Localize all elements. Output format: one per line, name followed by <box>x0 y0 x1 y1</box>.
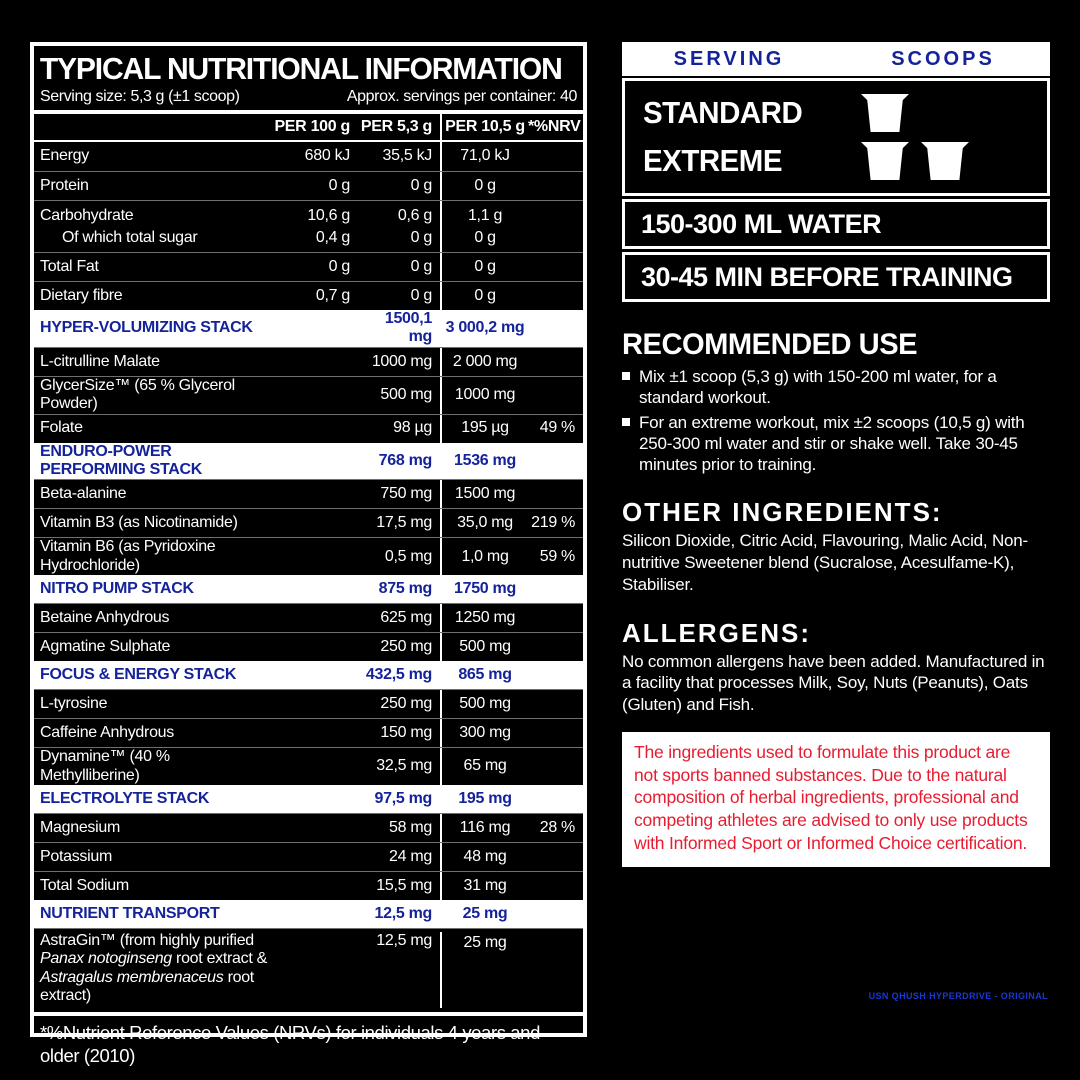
per-5-3g-value: 24 mg <box>389 847 432 865</box>
nrv-value: 59 % <box>539 547 575 565</box>
table-row <box>34 347 583 376</box>
per-5-3g-value: 12,5 mg <box>376 931 432 949</box>
per-10-5g-value: 1000 mg <box>440 377 528 414</box>
per-10-5g-value: 195 mg <box>440 785 528 813</box>
other-ingredients-heading: OTHER INGREDIENTS: <box>622 497 943 528</box>
per-10-5g-value: 48 mg <box>440 843 528 871</box>
per-10-5g-value: 0 g <box>440 282 528 310</box>
per-5-3g-value: 875 mg <box>378 579 432 597</box>
per-10-5g-value: 2 000 mg <box>440 348 528 376</box>
per-5-3g-value: 32,5 mg <box>376 757 432 775</box>
table-row <box>34 842 583 871</box>
nrv-value: 219 % <box>531 514 575 532</box>
per-10-5g-value: 1750 mg <box>440 575 528 603</box>
usage-column <box>622 42 1050 867</box>
per-10-5g-value: 500 mg <box>440 633 528 661</box>
row-label: Total Fat <box>40 257 99 275</box>
per-100g-value: 0 g <box>328 176 350 194</box>
scoop-icon-group <box>861 94 909 132</box>
per-5-3g-value: 625 mg <box>380 608 432 626</box>
per-10-5g-value: 116 mg <box>440 814 528 842</box>
serving-option-label: EXTREME <box>643 143 783 178</box>
row-label: L-citrulline Malate <box>40 352 160 370</box>
row-label: Vitamin B6 (as Pyridoxine Hydrochloride) <box>40 538 216 574</box>
row-label: Folate <box>40 419 83 437</box>
row-label: Agmatine Sulphate <box>40 637 171 655</box>
per-5-3g-value: 97,5 mg <box>374 789 432 807</box>
serving-size: Serving size: 5,3 g (±1 scoop) <box>40 88 240 105</box>
per-5-3g-value: 1500,1 mg <box>384 310 432 346</box>
table-row <box>34 603 583 632</box>
per-5-3g-value: 432,5 mg <box>365 665 432 683</box>
recommended-use-heading: RECOMMENDED USE <box>622 328 918 361</box>
row-label: L-tyrosine <box>40 694 108 712</box>
per-10-5g-value: 865 mg <box>440 661 528 689</box>
per-5-3g-value: 35,5 kJ <box>382 147 432 165</box>
row-label: Betaine Anhydrous <box>40 608 170 626</box>
row-label: NITRO PUMP STACK <box>40 579 194 597</box>
water-box: 150-300 ML WATER <box>622 199 1050 249</box>
nrv-value: 49 % <box>539 419 575 437</box>
per-10-5g-value: 25 mg <box>440 900 528 928</box>
table-row <box>34 281 583 310</box>
row-label: Beta-alanine <box>40 485 127 503</box>
banned-substances-disclaimer: The ingredients used to formulate this product are not sports banned substances. Due to the natural composition of herbal ingredients, professional and competing athletes are advised to only use products with Informed Sport or Informed Choice certification. <box>622 732 1050 867</box>
table-row <box>34 813 583 842</box>
row-label: Dynamine™ (40 % Methylliberine) <box>40 748 170 784</box>
per-100g-value: 0 g <box>328 257 350 275</box>
per-10-5g-value: 65 mg <box>440 748 528 785</box>
per-10-5g-value: 0 g <box>440 253 528 281</box>
nrv-footnote: *%Nutrient Reference Values (NRVs) for individuals 4 years and older (2010) <box>34 1012 583 1075</box>
scoop-icon <box>921 142 969 180</box>
per-10-5g-value: 300 mg <box>440 719 528 747</box>
row-label: Potassium <box>40 847 112 865</box>
serving-option-row <box>625 137 1047 185</box>
other-ingredients-text: Silicon Dioxide, Citric Acid, Flavouring, Malic Acid, Non-nutritive Sweetener blend (Sucralose, Acesulfame-K), Stabiliser. <box>622 531 1028 594</box>
serving-label: SERVING <box>673 47 785 70</box>
per-5-3g-value: 12,5 mg <box>374 904 432 922</box>
row-label: NUTRIENT TRANSPORT <box>40 904 220 922</box>
table-row <box>34 718 583 747</box>
table-row <box>34 928 583 1012</box>
per-10-5g-header: PER 10,5 g <box>440 114 528 140</box>
recommended-use-item: For an extreme workout, mix ±2 scoops (10,5 g) with 250-300 ml water and stir or shake well. Take 30-45 minutes prior to training. <box>622 412 1050 476</box>
table-row <box>34 508 583 537</box>
per-100g-header: PER 100 g <box>274 117 350 135</box>
nutrition-table <box>30 42 587 1067</box>
table-row <box>34 632 583 661</box>
per-5-3g-value: 15,5 mg <box>376 876 432 894</box>
row-label: Energy <box>40 147 89 165</box>
table-title: TYPICAL NUTRITIONAL INFORMATION <box>39 51 562 86</box>
table-row <box>34 871 583 900</box>
per-100g-value: 680 kJ <box>304 147 350 165</box>
table-row <box>34 414 583 443</box>
table-row <box>34 171 583 200</box>
recommended-use-item: Mix ±1 scoop (5,3 g) with 150-200 ml water, for a standard workout. <box>622 366 1050 409</box>
per-10-5g-value: 1,1 g 0 g <box>440 201 528 252</box>
serving-option-label: STANDARD <box>643 95 803 130</box>
stack-row <box>34 661 583 689</box>
per-5-3g-value: 0,6 g 0 g <box>397 206 432 246</box>
per-5-3g-value: 768 mg <box>378 451 432 469</box>
per-5-3g-value: 1000 mg <box>371 352 432 370</box>
stack-row <box>34 443 583 480</box>
table-row <box>34 142 583 171</box>
per-5-3g-header: PER 5,3 g <box>360 117 432 135</box>
table-row <box>34 252 583 281</box>
table-row <box>34 537 583 575</box>
per-10-5g-value: 1,0 mg <box>440 538 528 575</box>
row-label: HYPER-VOLUMIZING STACK <box>40 319 253 337</box>
serving-option-row <box>625 89 1047 137</box>
allergens-heading: ALLERGENS: <box>622 617 811 648</box>
allergens-text: No common allergens have been added. Manufactured in a facility that processes Milk, Soy, Nuts (Peanuts), Oats (Gluten) and Fish. <box>622 651 1045 714</box>
per-10-5g-value: 1536 mg <box>440 443 528 480</box>
per-10-5g-value: 1500 mg <box>440 480 528 508</box>
per-5-3g-value: 0,5 mg <box>384 547 432 565</box>
row-label: Protein <box>40 176 89 194</box>
per-5-3g-value: 17,5 mg <box>376 514 432 532</box>
table-row <box>34 479 583 508</box>
row-label: AstraGin™ (from highly purified Panax notoginseng root extract & Astragalus membrenaceus root extract) <box>40 931 268 1005</box>
per-10-5g-value: 31 mg <box>440 872 528 900</box>
per-10-5g-value: 500 mg <box>440 690 528 718</box>
row-label: ELECTROLYTE STACK <box>40 789 210 807</box>
nutrition-rows <box>34 142 583 1012</box>
product-watermark: USN QHUSH HYPERDRIVE - ORIGINAL <box>868 991 1048 1001</box>
table-row <box>34 689 583 718</box>
scoops-label: SCOOPS <box>891 47 995 70</box>
per-10-5g-value: 0 g <box>440 172 528 200</box>
row-label: Caffeine Anhydrous <box>40 723 174 741</box>
stack-row <box>34 900 583 928</box>
nrv-value: 28 % <box>539 818 575 836</box>
per-5-3g-value: 500 mg <box>380 385 432 403</box>
per-5-3g-value: 0 g <box>410 286 432 304</box>
table-row <box>34 747 583 785</box>
servings-per-container: Approx. servings per container: 40 <box>346 88 577 105</box>
serving-scoops-bar <box>622 42 1050 76</box>
scoop-icon <box>861 94 909 132</box>
column-header-row <box>34 114 583 142</box>
table-row <box>34 376 583 414</box>
per-100g-value: 10,6 g 0,4 g <box>307 206 350 246</box>
per-5-3g-value: 58 mg <box>389 818 432 836</box>
serving-info-row <box>34 88 583 114</box>
row-label: Dietary fibre <box>40 286 123 304</box>
per-100g-value: 0,7 g <box>315 286 350 304</box>
stack-row <box>34 575 583 603</box>
per-5-3g-value: 250 mg <box>380 637 432 655</box>
row-label: Carbohydrate Of which total sugar <box>40 206 198 246</box>
per-5-3g-value: 0 g <box>410 176 432 194</box>
per-10-5g-value: 3 000,2 mg <box>440 310 528 347</box>
row-label: Vitamin B3 (as Nicotinamide) <box>40 514 238 532</box>
row-label: ENDURO-POWER PERFORMING STACK <box>40 442 203 478</box>
per-10-5g-value: 35,0 mg <box>440 509 528 537</box>
per-5-3g-value: 0 g <box>410 257 432 275</box>
per-5-3g-value: 750 mg <box>380 485 432 503</box>
serving-options-box <box>622 78 1050 196</box>
recommended-use-list <box>622 366 1050 475</box>
nrv-header: *%NRV <box>528 117 581 135</box>
per-10-5g-value: 1250 mg <box>440 604 528 632</box>
row-label: Total Sodium <box>40 876 129 894</box>
per-10-5g-value: 71,0 kJ <box>440 142 528 171</box>
scoop-icon-group <box>861 142 969 180</box>
per-5-3g-value: 250 mg <box>380 694 432 712</box>
row-label: Magnesium <box>40 818 121 836</box>
row-label: GlycerSize™ (65 % Glycerol Powder) <box>40 376 235 413</box>
row-label: FOCUS & ENERGY STACK <box>40 665 237 683</box>
stack-row <box>34 310 583 347</box>
table-row <box>34 200 583 252</box>
per-10-5g-value: 195 µg <box>440 415 528 443</box>
scoop-icon <box>861 142 909 180</box>
per-10-5g-value: 25 mg <box>440 932 528 1008</box>
per-5-3g-value: 98 µg <box>393 419 432 437</box>
timing-box: 30-45 MIN BEFORE TRAINING <box>622 252 1050 302</box>
per-5-3g-value: 150 mg <box>380 723 432 741</box>
stack-row <box>34 785 583 813</box>
